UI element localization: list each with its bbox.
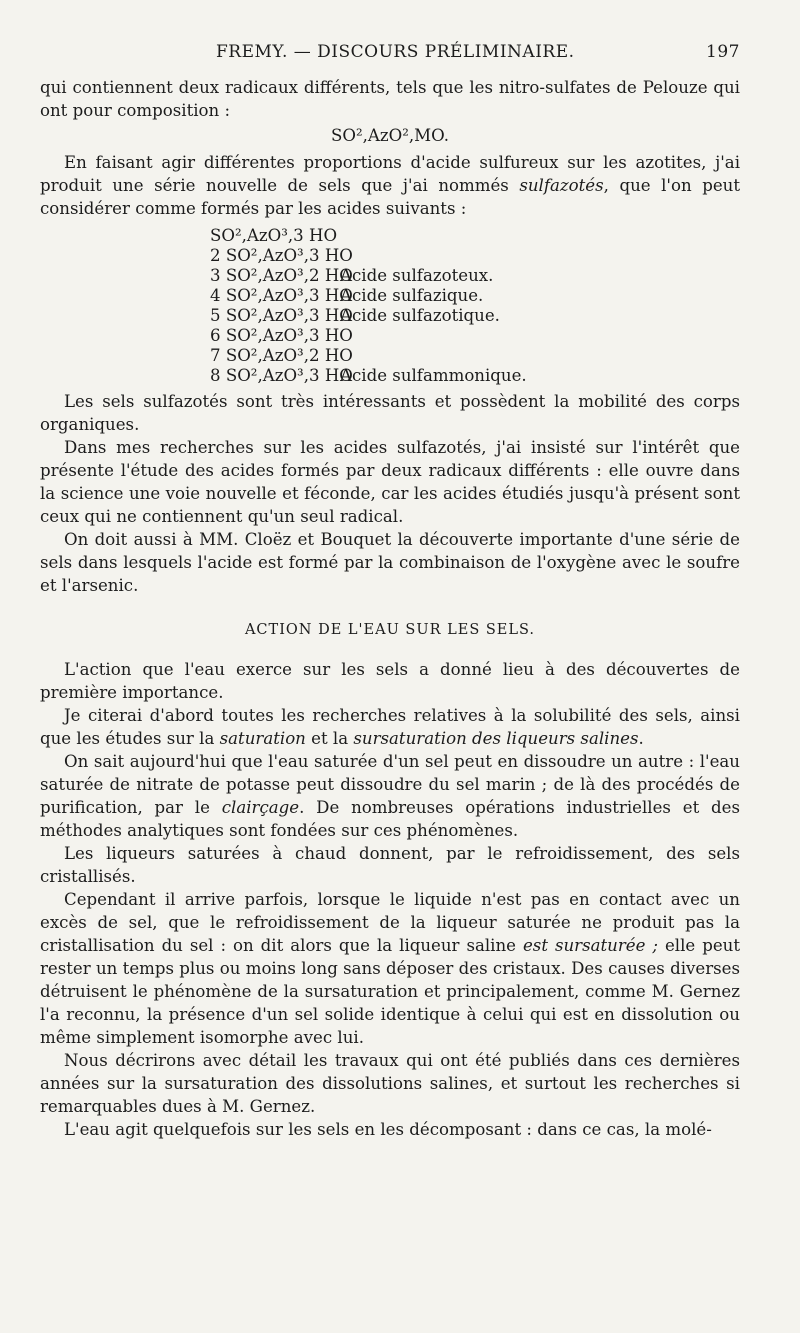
formula-row: 4 SO²,AzO³,3 HOAcide sulfazique.	[210, 286, 484, 305]
paragraph-12: L'eau agit quelquefois sur les sels en les décomposant : dans ce cas, la molé-	[64, 1120, 712, 1139]
page-header	[40, 40, 740, 66]
term-sursaturation: sursaturation des liqueurs salines	[353, 729, 639, 748]
formula-row: 7 SO²,AzO³,2 HO	[210, 346, 353, 365]
paragraph-6: L'action que l'eau exerce sur les sels a donné lieu à des découvertes de première importance.	[40, 660, 740, 702]
paragraph-5: On doit aussi à MM. Cloëz et Bouquet la découverte importante d'une série de sels dans lesquels l'acide est formé par la combinaison de l'oxygène avec le soufre et l'arsenic.	[40, 530, 740, 595]
paragraph-3: Les sels sulfazotés sont très intéressants et possèdent la mobilité des corps organiques.	[40, 392, 740, 434]
paragraph-8: On sait aujourd'hui que l'eau saturée d'un sel peut en dissoudre un autre : l'eau saturée de nitrate de potasse peut dissoudre du sel marin ; de là des procédés de purification, par le clairçage. De nombreuses opérations industrielles et des méthodes analytiques sont fondées sur ces phénomènes.	[40, 752, 740, 840]
paragraph-2: En faisant agir différentes proportions d'acide sulfureux sur les azotites, j'ai produit une série nouvelle de sels que j'ai nommés sulfazotés, que l'on peut considérer comme formés par les acides suivants :	[40, 153, 740, 218]
nitro-sulfate-formula: SO²,AzO²,MO.	[330, 126, 450, 145]
formula-row: 3 SO²,AzO³,2 HOAcide sulfazoteux.	[210, 266, 494, 285]
acid-formula-table	[210, 226, 740, 386]
term-sulfazotes: sulfazotés	[519, 176, 604, 195]
formula-row: 8 SO²,AzO³,3 HOAcide sulfammonique.	[210, 366, 527, 385]
formula-row: 6 SO²,AzO³,3 HO	[210, 326, 353, 345]
formula-row: SO²,AzO³,3 HO	[210, 226, 338, 245]
paragraph-4: Dans mes recherches sur les acides sulfazotés, j'ai insisté sur l'intérêt que présente l'étude des acides formés par deux radicaux différents : elle ouvre dans la science une voie nouvelle et féconde, car les acides étudiés jusqu'à présent sont ceux qui ne contiennent qu'un seul radical.	[40, 438, 740, 526]
paragraph-11: Nous décrirons avec détail les travaux qui ont été publiés dans ces dernières années sur la sursaturation des dissolutions salines, et surtout les recherches si remarquables dues à M. Gernez.	[40, 1051, 740, 1116]
paragraph-1: qui contiennent deux radicaux différents, tels que les nitro-sulfates de Pelouze qui ont pour composition :	[40, 78, 740, 120]
page-body	[40, 76, 740, 1141]
paragraph-9: Les liqueurs saturées à chaud donnent, par le refroidissement, des sels cristallisés.	[40, 844, 740, 886]
formula-row: 2 SO²,AzO³,3 HO	[210, 246, 353, 265]
term-clairçage: clairçage	[221, 798, 300, 817]
term-saturation: saturation	[219, 729, 306, 748]
section-heading: ACTION DE L'EAU SUR LES SELS.	[244, 622, 536, 638]
page-number: 197	[706, 42, 740, 62]
paragraph-10: Cependant il arrive parfois, lorsque le liquide n'est pas en contact avec un excès de sel, que le refroidissement de la liqueur saturée ne produit pas la cristallisation du sel : on dit alors que la liqueur saline est sursaturée ; elle peut rester un temps plus ou moins long sans déposer des cristaux. Des causes diverses détruisent le phénomène de la sursaturation et principalement, comme M. Gernez l'a reconnu, la présence d'un sel solide identique à celui qui est en dissolution ou même simplement isomorphe avec lui.	[40, 890, 740, 1047]
running-title: FREMY. — DISCOURS PRÉLIMINAIRE.	[216, 42, 575, 62]
term-sursaturee: est sursaturée ;	[522, 936, 658, 955]
paragraph-7: Je citerai d'abord toutes les recherches relatives à la solubilité des sels, ainsi que les études sur la saturation et la sursaturation des liqueurs salines.	[40, 706, 740, 748]
formula-row: 5 SO²,AzO³,3 HOAcide sulfazotique.	[210, 306, 500, 325]
